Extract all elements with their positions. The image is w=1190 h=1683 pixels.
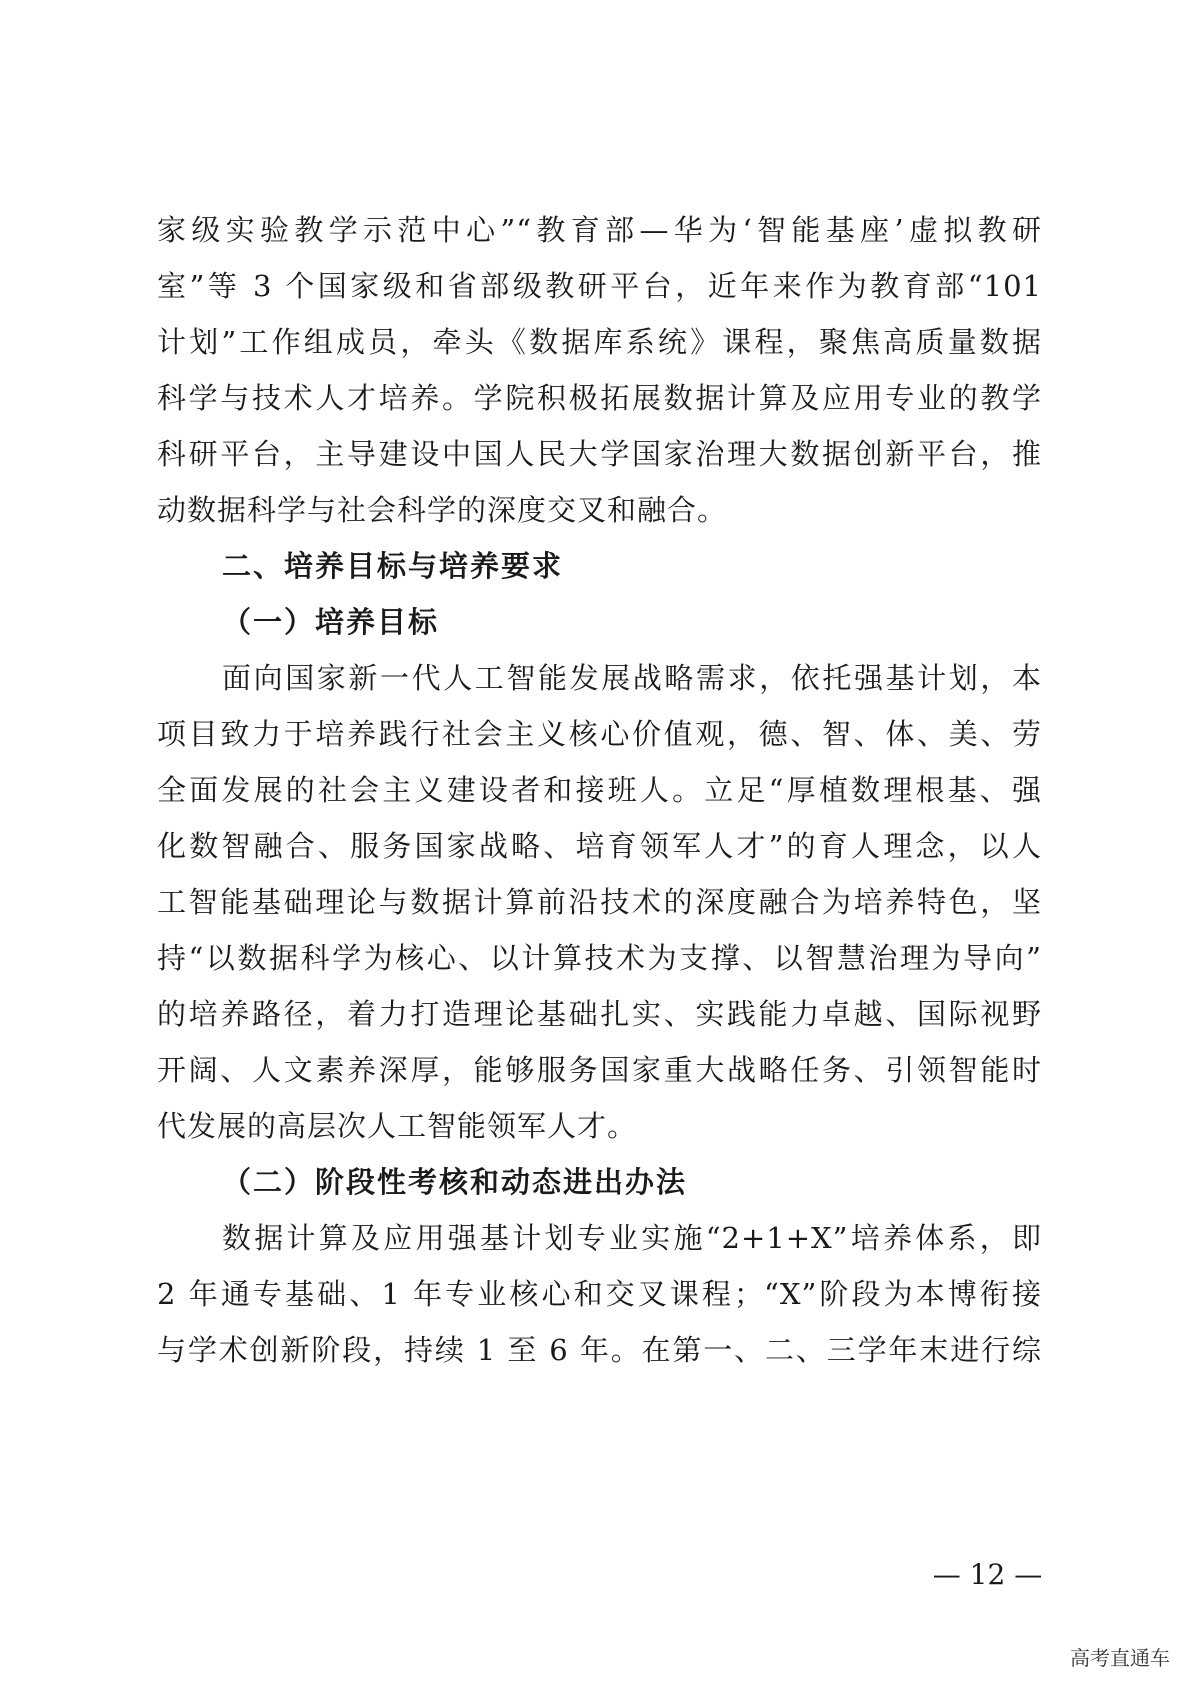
paragraph-line: 面向国家新一代人工智能发展战略需求，依托强基计划，本 bbox=[222, 661, 1042, 695]
paragraph-line: 与学术创新阶段，持续 1 至 6 年。在第一、二、三学年末进行综 bbox=[157, 1333, 1042, 1367]
watermark: 高考直通车 bbox=[1070, 1646, 1170, 1670]
paragraph-line: 的培养路径，着力打造理论基础扎实、实践能力卓越、国际视野 bbox=[157, 997, 1042, 1031]
paragraph-line: 开阔、人文素养深厚，能够服务国家重大战略任务、引领智能时 bbox=[157, 1053, 1042, 1087]
paragraph-line: 化数智融合、服务国家战略、培育领军人才”的育人理念，以人 bbox=[157, 829, 1042, 863]
paragraph-line: 项目致力于培养践行社会主义核心价值观，德、智、体、美、劳 bbox=[157, 717, 1042, 751]
paragraph-line: 家级实验教学示范中心”“教育部—华为‘智能基座’虚拟教研 bbox=[157, 213, 1042, 247]
paragraph-line: 工智能基础理论与数据计算前沿技术的深度融合为培养特色，坚 bbox=[157, 885, 1042, 919]
paragraph-line: 全面发展的社会主义建设者和接班人。立足“厚植数理根基、强 bbox=[157, 773, 1042, 807]
paragraph-line: 代发展的高层次人工智能领军人才。 bbox=[157, 1109, 638, 1143]
section-heading: 二、培养目标与培养要求 bbox=[222, 549, 564, 583]
page-number: — 12 — bbox=[932, 1558, 1043, 1591]
paragraph-line: 数据计算及应用强基计划专业实施“2+1+X”培养体系，即 bbox=[222, 1221, 1042, 1255]
paragraph-line: 2 年通专基础、1 年专业核心和交叉课程；“X”阶段为本博衔接 bbox=[157, 1277, 1042, 1311]
subsection-title: （二）阶段性考核和动态进出办法 bbox=[222, 1165, 688, 1199]
paragraph-line: 科研平台，主导建设中国人民大学国家治理大数据创新平台，推 bbox=[157, 437, 1042, 471]
paragraph-line: 科学与技术人才培养。学院积极拓展数据计算及应用专业的教学 bbox=[157, 381, 1042, 415]
paragraph-line: 计划”工作组成员，牵头《数据库系统》课程，聚焦高质量数据 bbox=[157, 325, 1042, 359]
subsection-title: （一）培养目标 bbox=[222, 605, 440, 639]
paragraph-line: 持“以数据科学为核心、以计算技术为支撑、以智慧治理为导向” bbox=[157, 941, 1042, 975]
paragraph-line: 动数据科学与社会科学的深度交叉和融合。 bbox=[157, 493, 728, 527]
paragraph-line: 室”等 3 个国家级和省部级教研平台，近年来作为教育部“101 bbox=[157, 269, 1042, 303]
